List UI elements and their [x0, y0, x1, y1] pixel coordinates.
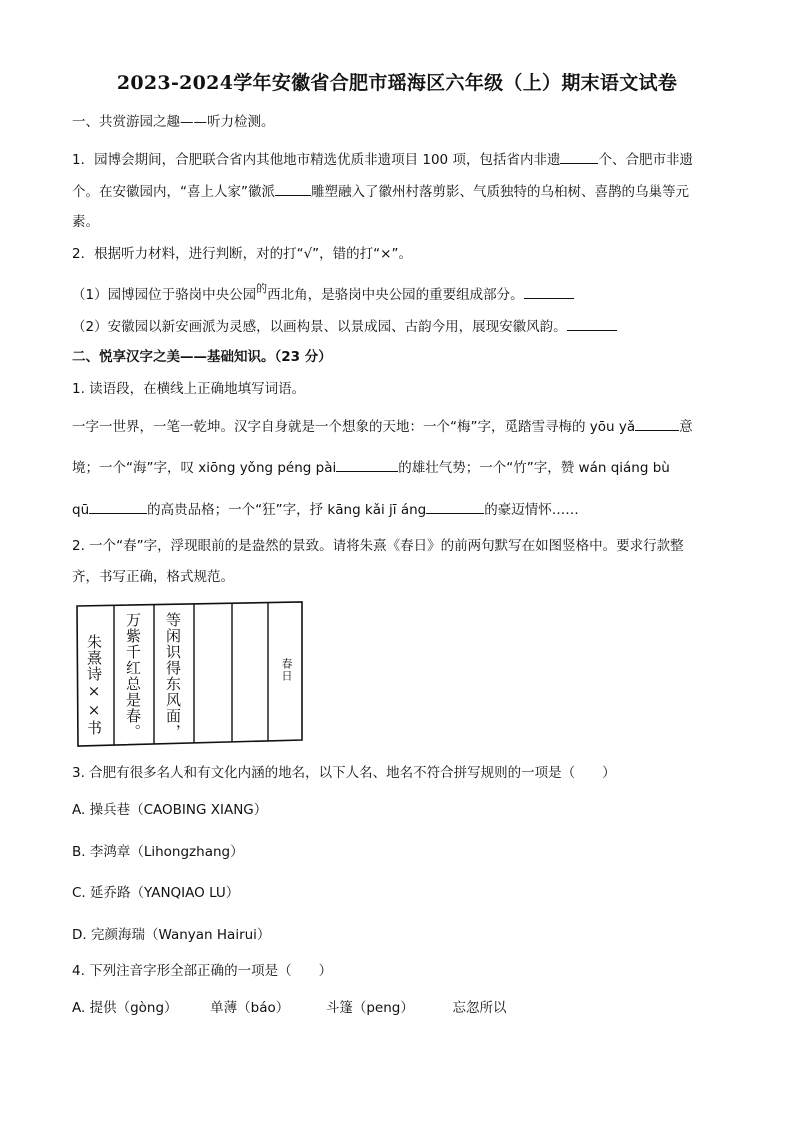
q4-a-item: 单薄（báo） — [210, 1000, 290, 1016]
section1-heading: 一、共赏游园之趣——听力检测。 — [72, 114, 275, 130]
s2-p3-text-a: qū — [72, 502, 90, 518]
s1-q2-1-sup: 的 — [256, 282, 268, 295]
s2-q4-option-a[interactable] — [72, 998, 506, 1018]
s1-q2-2-text: （2）安徽园以新安画派为灵感，以画构景、以景成园、古韵今用，展现安徽风韵。 — [72, 319, 567, 335]
s2-p2-text-b: 的雄壮气势；一个“竹”字，赞 wán qiáng bù — [398, 460, 670, 476]
s1-q2-1-text-b: 西北角，是骆岗中央公园的重要组成部分。 — [267, 287, 524, 303]
s2-p2-text-a: 境；一个“海”字，叹 xiōng yǒng péng pài — [72, 460, 337, 476]
s1-q1-line1-text-b: 个、合肥市非遗 — [598, 152, 693, 168]
answer-blank[interactable] — [560, 149, 598, 164]
s1-q1-line3: 素。 — [72, 214, 99, 230]
answer-blank[interactable] — [635, 416, 679, 431]
grid-col-author: 朱熹诗××书 — [85, 634, 103, 736]
s2-p1-text-a: 一字一世界，一笔一乾坤。汉字自身就是一个想象的天地：一个“梅”字，觅踏雪寻梅的 yōu yǎ — [72, 419, 636, 435]
judgement-blank[interactable] — [524, 284, 574, 299]
s2-q4: 4. 下列注音字形全部正确的一项是（ ） — [72, 963, 333, 979]
s2-q1: 1. 读语段，在横线上正确地填写词语。 — [72, 381, 306, 397]
grid-frame — [74, 600, 304, 750]
grid-col-empty[interactable] — [241, 612, 261, 732]
s2-q3-option-a[interactable]: A. 操兵巷（CAOBING XIANG） — [72, 802, 268, 818]
s2-p3-text-c: 的豪迈情怀…… — [484, 502, 579, 518]
s2-p1 — [72, 416, 693, 437]
grid-col-line2: 万紫千红总是春。 — [124, 612, 142, 740]
s2-q2-line1: 2. 一个“春”字，浮现眼前的是盎然的景致。请将朱熹《春日》的前两句默写在如图竖格中。要求行款整 — [72, 538, 684, 554]
s1-q2-1-text-a: （1）园博园位于骆岗中央公园 — [72, 287, 257, 303]
q4-a-item: A. 提供（gòng） — [72, 1000, 178, 1016]
vertical-writing-grid — [74, 600, 304, 750]
s2-q3-option-d[interactable]: D. 完颜海瑞（Wanyan Hairui） — [72, 927, 271, 943]
judgement-blank[interactable] — [567, 316, 617, 331]
s2-p3 — [72, 499, 579, 520]
s1-q1-line2-text-b: 雕塑融入了徽州村落剪影、气质独特的乌桕树、喜鹊的乌巢等元 — [311, 184, 689, 200]
s1-q2-1 — [72, 284, 574, 306]
s2-q2-line2: 齐，书写正确，格式规范。 — [72, 569, 234, 585]
s1-q1-line1-text-a: 1．园博会期间，合肥联合省内其他地市精选优质非遗项目 100 项，包括省内非遗 — [72, 152, 561, 168]
s1-q2-2 — [72, 316, 617, 337]
s1-q1-line2-text-a: 个。在安徽园内，“喜上人家”徽派 — [72, 184, 275, 200]
q4-a-item: 斗篷（peng） — [325, 1000, 414, 1016]
section2-heading: 二、悦享汉字之美——基础知识。（23 分） — [72, 349, 332, 365]
page-title: 2023-2024学年安徽省合肥市瑶海区六年级（上）期末语文试卷 — [116, 72, 678, 94]
s2-q3-option-b[interactable]: B. 李鸿章（Lihongzhang） — [72, 844, 244, 860]
answer-blank[interactable] — [426, 499, 484, 514]
s1-q1-line2 — [72, 181, 689, 202]
s1-q2: 2．根据听力材料，进行判断，对的打“√”，错的打“×”。 — [72, 246, 412, 262]
s2-q3: 3. 合肥有很多名人和有文化内涵的地名，以下人名、地名不符合拼写规则的一项是（ ） — [72, 765, 616, 781]
grid-col-title: 春日 — [280, 658, 293, 682]
s2-p1-text-b: 意 — [679, 419, 693, 435]
grid-col-empty[interactable] — [203, 612, 223, 732]
q4-a-item: 忘忽所以 — [452, 1000, 507, 1016]
s2-q3-option-c[interactable]: C. 延乔路（YANQIAO LU） — [72, 885, 240, 901]
s2-p2 — [72, 457, 670, 478]
s1-q1-line1 — [72, 149, 693, 170]
answer-blank[interactable] — [275, 181, 311, 196]
s2-p3-text-b: 的高贵品格；一个“狂”字，抒 kāng kǎi jī áng — [147, 502, 427, 518]
grid-col-line1: 等闲识得东风面， — [164, 612, 182, 740]
answer-blank[interactable] — [336, 457, 398, 472]
answer-blank[interactable] — [89, 499, 147, 514]
